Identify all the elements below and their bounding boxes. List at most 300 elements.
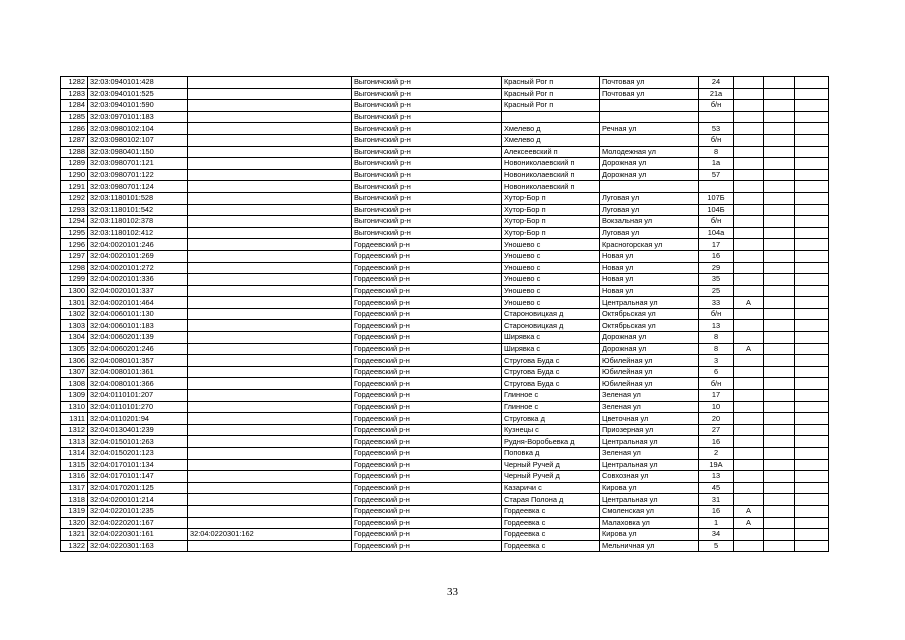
street-cell: Почтовая ул bbox=[600, 88, 699, 100]
cadastral-number-cell: 32:03:0980102:107 bbox=[88, 134, 188, 146]
extra-cell-cell bbox=[795, 297, 829, 309]
table-row bbox=[61, 505, 829, 517]
extra-cell-cell bbox=[764, 134, 795, 146]
district-cell: Выгоничский р-н bbox=[352, 88, 502, 100]
district-cell: Гордеевский р-н bbox=[352, 482, 502, 494]
street-cell: Совхозная ул bbox=[600, 471, 699, 483]
extra-cell-cell bbox=[795, 216, 829, 228]
letter-cell: А bbox=[734, 505, 764, 517]
letter-cell: А bbox=[734, 517, 764, 529]
extra-cell-cell bbox=[795, 482, 829, 494]
letter-cell bbox=[734, 332, 764, 344]
street-cell: Зеленая ул bbox=[600, 448, 699, 460]
cadastral-number-cell: 32:04:0060101:130 bbox=[88, 308, 188, 320]
row-number-cell: 1303 bbox=[61, 320, 88, 332]
house-number-cell: 17 bbox=[699, 239, 734, 251]
extra-cell-cell bbox=[764, 320, 795, 332]
extra-cell-cell bbox=[795, 239, 829, 251]
house-number-cell: б/н bbox=[699, 378, 734, 390]
linked-cadastral-number-cell bbox=[188, 401, 352, 413]
extra-cell-cell bbox=[795, 181, 829, 193]
table-row bbox=[61, 332, 829, 344]
cadastral-number-cell: 32:04:0020101:337 bbox=[88, 285, 188, 297]
letter-cell bbox=[734, 181, 764, 193]
district-cell: Гордеевский р-н bbox=[352, 459, 502, 471]
linked-cadastral-number-cell bbox=[188, 308, 352, 320]
cadastral-number-cell: 32:03:1180102:412 bbox=[88, 227, 188, 239]
extra-cell-cell bbox=[764, 505, 795, 517]
extra-cell-cell bbox=[795, 332, 829, 344]
street-cell bbox=[600, 111, 699, 123]
house-number-cell: 8 bbox=[699, 343, 734, 355]
linked-cadastral-number-cell bbox=[188, 390, 352, 402]
locality-cell: Рудня-Воробьевка д bbox=[502, 436, 600, 448]
house-number-cell: б/н bbox=[699, 216, 734, 228]
row-number-cell: 1313 bbox=[61, 436, 88, 448]
house-number-cell: б/н bbox=[699, 308, 734, 320]
cadastral-number-cell: 32:04:0220301:161 bbox=[88, 529, 188, 541]
locality-cell: Хутор-Бор п bbox=[502, 204, 600, 216]
row-number-cell: 1320 bbox=[61, 517, 88, 529]
extra-cell-cell bbox=[764, 529, 795, 541]
district-cell: Гордеевский р-н bbox=[352, 517, 502, 529]
extra-cell-cell bbox=[795, 169, 829, 181]
extra-cell-cell bbox=[764, 77, 795, 89]
extra-cell-cell bbox=[795, 436, 829, 448]
row-number-cell: 1293 bbox=[61, 204, 88, 216]
district-cell: Гордеевский р-н bbox=[352, 297, 502, 309]
house-number-cell: 21а bbox=[699, 88, 734, 100]
linked-cadastral-number-cell bbox=[188, 274, 352, 286]
house-number-cell: 16 bbox=[699, 505, 734, 517]
extra-cell-cell bbox=[764, 204, 795, 216]
cadastral-number-cell: 32:04:0170201:125 bbox=[88, 482, 188, 494]
row-number-cell: 1292 bbox=[61, 192, 88, 204]
row-number-cell: 1298 bbox=[61, 262, 88, 274]
linked-cadastral-number-cell bbox=[188, 343, 352, 355]
cadastral-number-cell: 32:04:0220201:167 bbox=[88, 517, 188, 529]
table-row bbox=[61, 111, 829, 123]
extra-cell-cell bbox=[764, 181, 795, 193]
extra-cell-cell bbox=[795, 413, 829, 425]
cadastral-number-cell: 32:04:0150101:263 bbox=[88, 436, 188, 448]
extra-cell-cell bbox=[795, 158, 829, 170]
letter-cell bbox=[734, 192, 764, 204]
extra-cell-cell bbox=[795, 505, 829, 517]
table-row bbox=[61, 540, 829, 552]
letter-cell: А bbox=[734, 343, 764, 355]
cadastral-number-cell: 32:03:0940101:428 bbox=[88, 77, 188, 89]
district-cell: Гордеевский р-н bbox=[352, 308, 502, 320]
locality-cell: Красный Рог п bbox=[502, 88, 600, 100]
district-cell: Гордеевский р-н bbox=[352, 401, 502, 413]
extra-cell-cell bbox=[764, 540, 795, 552]
letter-cell bbox=[734, 390, 764, 402]
house-number-cell: 104Б bbox=[699, 204, 734, 216]
row-number-cell: 1306 bbox=[61, 355, 88, 367]
letter-cell bbox=[734, 169, 764, 181]
letter-cell bbox=[734, 134, 764, 146]
table-row bbox=[61, 181, 829, 193]
district-cell: Гордеевский р-н bbox=[352, 366, 502, 378]
table-row bbox=[61, 471, 829, 483]
extra-cell-cell bbox=[764, 308, 795, 320]
extra-cell-cell bbox=[764, 297, 795, 309]
letter-cell bbox=[734, 459, 764, 471]
letter-cell bbox=[734, 158, 764, 170]
letter-cell bbox=[734, 146, 764, 158]
row-number-cell: 1283 bbox=[61, 88, 88, 100]
district-cell: Выгоничский р-н bbox=[352, 146, 502, 158]
district-cell: Гордеевский р-н bbox=[352, 285, 502, 297]
cadastral-number-cell: 32:04:0200101:214 bbox=[88, 494, 188, 506]
linked-cadastral-number-cell bbox=[188, 471, 352, 483]
table-row bbox=[61, 227, 829, 239]
cadastral-number-cell: 32:03:1180102:378 bbox=[88, 216, 188, 228]
locality-cell: Новониколаевский п bbox=[502, 169, 600, 181]
street-cell: Центральная ул bbox=[600, 297, 699, 309]
row-number-cell: 1309 bbox=[61, 390, 88, 402]
linked-cadastral-number-cell bbox=[188, 540, 352, 552]
table-row bbox=[61, 297, 829, 309]
street-cell: Новая ул bbox=[600, 285, 699, 297]
table-row bbox=[61, 192, 829, 204]
district-cell: Гордеевский р-н bbox=[352, 413, 502, 425]
extra-cell-cell bbox=[764, 262, 795, 274]
house-number-cell: б/н bbox=[699, 100, 734, 112]
extra-cell-cell bbox=[795, 308, 829, 320]
extra-cell-cell bbox=[764, 471, 795, 483]
linked-cadastral-number-cell bbox=[188, 192, 352, 204]
house-number-cell: 24 bbox=[699, 77, 734, 89]
house-number-cell: 5 bbox=[699, 540, 734, 552]
cadastral-number-cell: 32:03:1180101:542 bbox=[88, 204, 188, 216]
house-number-cell: 25 bbox=[699, 285, 734, 297]
extra-cell-cell bbox=[795, 459, 829, 471]
cadastral-number-cell: 32:04:0110101:207 bbox=[88, 390, 188, 402]
district-cell: Выгоничский р-н bbox=[352, 123, 502, 135]
locality-cell: Уношево с bbox=[502, 285, 600, 297]
locality-cell bbox=[502, 111, 600, 123]
table-row bbox=[61, 123, 829, 135]
street-cell: Новая ул bbox=[600, 250, 699, 262]
street-cell: Цветочная ул bbox=[600, 413, 699, 425]
linked-cadastral-number-cell: 32:04:0220301:162 bbox=[188, 529, 352, 541]
street-cell: Октябрьская ул bbox=[600, 308, 699, 320]
extra-cell-cell bbox=[764, 274, 795, 286]
extra-cell-cell bbox=[795, 123, 829, 135]
cadastral-number-cell: 32:04:0150201:123 bbox=[88, 448, 188, 460]
district-cell: Гордеевский р-н bbox=[352, 540, 502, 552]
row-number-cell: 1304 bbox=[61, 332, 88, 344]
house-number-cell bbox=[699, 111, 734, 123]
linked-cadastral-number-cell bbox=[188, 216, 352, 228]
extra-cell-cell bbox=[795, 540, 829, 552]
cadastral-number-cell: 32:04:0060101:183 bbox=[88, 320, 188, 332]
locality-cell: Алексеевский п bbox=[502, 146, 600, 158]
page-number: 33 bbox=[447, 586, 458, 598]
row-number-cell: 1321 bbox=[61, 529, 88, 541]
table-row bbox=[61, 146, 829, 158]
extra-cell-cell bbox=[795, 88, 829, 100]
cadastral-number-cell: 32:04:0130401:239 bbox=[88, 424, 188, 436]
letter-cell bbox=[734, 77, 764, 89]
district-cell: Выгоничский р-н bbox=[352, 181, 502, 193]
street-cell bbox=[600, 181, 699, 193]
extra-cell-cell bbox=[764, 192, 795, 204]
linked-cadastral-number-cell bbox=[188, 146, 352, 158]
cadastral-number-cell: 32:04:0020101:272 bbox=[88, 262, 188, 274]
row-number-cell: 1299 bbox=[61, 274, 88, 286]
row-number-cell: 1302 bbox=[61, 308, 88, 320]
street-cell: Новая ул bbox=[600, 274, 699, 286]
extra-cell-cell bbox=[795, 471, 829, 483]
locality-cell: Староновицкая д bbox=[502, 320, 600, 332]
letter-cell bbox=[734, 250, 764, 262]
district-cell: Гордеевский р-н bbox=[352, 262, 502, 274]
table-row bbox=[61, 250, 829, 262]
letter-cell: А bbox=[734, 297, 764, 309]
linked-cadastral-number-cell bbox=[188, 366, 352, 378]
extra-cell-cell bbox=[764, 366, 795, 378]
street-cell: Приозерная ул bbox=[600, 424, 699, 436]
extra-cell-cell bbox=[764, 390, 795, 402]
district-cell: Выгоничский р-н bbox=[352, 134, 502, 146]
extra-cell-cell bbox=[795, 77, 829, 89]
table-row bbox=[61, 77, 829, 89]
district-cell: Выгоничский р-н bbox=[352, 216, 502, 228]
locality-cell: Хутор-Бор п bbox=[502, 227, 600, 239]
linked-cadastral-number-cell bbox=[188, 111, 352, 123]
extra-cell-cell bbox=[795, 111, 829, 123]
street-cell: Зеленая ул bbox=[600, 390, 699, 402]
linked-cadastral-number-cell bbox=[188, 77, 352, 89]
extra-cell-cell bbox=[764, 517, 795, 529]
linked-cadastral-number-cell bbox=[188, 413, 352, 425]
letter-cell bbox=[734, 216, 764, 228]
cadastral-number-cell: 32:03:1180101:528 bbox=[88, 192, 188, 204]
letter-cell bbox=[734, 355, 764, 367]
row-number-cell: 1287 bbox=[61, 134, 88, 146]
linked-cadastral-number-cell bbox=[188, 285, 352, 297]
cadastral-number-cell: 32:03:0940101:525 bbox=[88, 88, 188, 100]
street-cell: Мельничная ул bbox=[600, 540, 699, 552]
cadastral-number-cell: 32:04:0020101:269 bbox=[88, 250, 188, 262]
street-cell: Вокзальная ул bbox=[600, 216, 699, 228]
cadastral-number-cell: 32:03:0980701:124 bbox=[88, 181, 188, 193]
house-number-cell: 10 bbox=[699, 401, 734, 413]
locality-cell: Хутор-Бор п bbox=[502, 216, 600, 228]
row-number-cell: 1307 bbox=[61, 366, 88, 378]
house-number-cell: 57 bbox=[699, 169, 734, 181]
house-number-cell: 27 bbox=[699, 424, 734, 436]
row-number-cell: 1316 bbox=[61, 471, 88, 483]
locality-cell: Кузнецы с bbox=[502, 424, 600, 436]
district-cell: Гордеевский р-н bbox=[352, 505, 502, 517]
table-row bbox=[61, 88, 829, 100]
extra-cell-cell bbox=[795, 424, 829, 436]
letter-cell bbox=[734, 378, 764, 390]
house-number-cell: 45 bbox=[699, 482, 734, 494]
row-number-cell: 1301 bbox=[61, 297, 88, 309]
locality-cell: Уношево с bbox=[502, 262, 600, 274]
register-table-body bbox=[61, 77, 829, 552]
row-number-cell: 1311 bbox=[61, 413, 88, 425]
extra-cell-cell bbox=[795, 204, 829, 216]
locality-cell: Новониколаевский п bbox=[502, 181, 600, 193]
district-cell: Гордеевский р-н bbox=[352, 448, 502, 460]
house-number-cell: 13 bbox=[699, 320, 734, 332]
linked-cadastral-number-cell bbox=[188, 134, 352, 146]
locality-cell: Глинное с bbox=[502, 401, 600, 413]
street-cell: Смоленская ул bbox=[600, 505, 699, 517]
street-cell: Дорожная ул bbox=[600, 158, 699, 170]
house-number-cell: 8 bbox=[699, 146, 734, 158]
extra-cell-cell bbox=[764, 378, 795, 390]
district-cell: Выгоничский р-н bbox=[352, 204, 502, 216]
cadastral-number-cell: 32:04:0080101:357 bbox=[88, 355, 188, 367]
locality-cell: Хутор-Бор п bbox=[502, 192, 600, 204]
locality-cell: Гордеевка с bbox=[502, 517, 600, 529]
linked-cadastral-number-cell bbox=[188, 262, 352, 274]
street-cell: Юбилейная ул bbox=[600, 355, 699, 367]
house-number-cell: 3 bbox=[699, 355, 734, 367]
locality-cell: Гордеевка с bbox=[502, 540, 600, 552]
table-row bbox=[61, 436, 829, 448]
row-number-cell: 1295 bbox=[61, 227, 88, 239]
row-number-cell: 1314 bbox=[61, 448, 88, 460]
letter-cell bbox=[734, 413, 764, 425]
extra-cell-cell bbox=[764, 250, 795, 262]
extra-cell-cell bbox=[795, 134, 829, 146]
extra-cell-cell bbox=[795, 366, 829, 378]
extra-cell-cell bbox=[764, 169, 795, 181]
cadastral-number-cell: 32:04:0110201:94 bbox=[88, 413, 188, 425]
table-row bbox=[61, 262, 829, 274]
house-number-cell: 1 bbox=[699, 517, 734, 529]
locality-cell: Глинное с bbox=[502, 390, 600, 402]
street-cell: Луговая ул bbox=[600, 192, 699, 204]
house-number-cell: 31 bbox=[699, 494, 734, 506]
letter-cell bbox=[734, 239, 764, 251]
house-number-cell: 17 bbox=[699, 390, 734, 402]
row-number-cell: 1288 bbox=[61, 146, 88, 158]
linked-cadastral-number-cell bbox=[188, 436, 352, 448]
linked-cadastral-number-cell bbox=[188, 482, 352, 494]
street-cell: Почтовая ул bbox=[600, 77, 699, 89]
extra-cell-cell bbox=[764, 343, 795, 355]
locality-cell: Поповка д bbox=[502, 448, 600, 460]
letter-cell bbox=[734, 424, 764, 436]
extra-cell-cell bbox=[764, 146, 795, 158]
extra-cell-cell bbox=[764, 482, 795, 494]
locality-cell: Струговка д bbox=[502, 413, 600, 425]
linked-cadastral-number-cell bbox=[188, 320, 352, 332]
table-row bbox=[61, 448, 829, 460]
district-cell: Гордеевский р-н bbox=[352, 436, 502, 448]
letter-cell bbox=[734, 471, 764, 483]
extra-cell-cell bbox=[764, 424, 795, 436]
street-cell bbox=[600, 100, 699, 112]
letter-cell bbox=[734, 308, 764, 320]
district-cell: Гордеевский р-н bbox=[352, 471, 502, 483]
district-cell: Гордеевский р-н bbox=[352, 332, 502, 344]
cadastral-number-cell: 32:03:0980401:150 bbox=[88, 146, 188, 158]
extra-cell-cell bbox=[764, 355, 795, 367]
street-cell: Малаховка ул bbox=[600, 517, 699, 529]
table-row bbox=[61, 413, 829, 425]
street-cell: Кирова ул bbox=[600, 482, 699, 494]
locality-cell: Стругова Буда с bbox=[502, 366, 600, 378]
house-number-cell: 34 bbox=[699, 529, 734, 541]
table-row bbox=[61, 134, 829, 146]
street-cell: Луговая ул bbox=[600, 204, 699, 216]
house-number-cell: 1а bbox=[699, 158, 734, 170]
locality-cell: Уношево с bbox=[502, 297, 600, 309]
row-number-cell: 1312 bbox=[61, 424, 88, 436]
cadastral-number-cell: 32:03:0980701:122 bbox=[88, 169, 188, 181]
district-cell: Гордеевский р-н bbox=[352, 355, 502, 367]
linked-cadastral-number-cell bbox=[188, 123, 352, 135]
district-cell: Выгоничский р-н bbox=[352, 100, 502, 112]
linked-cadastral-number-cell bbox=[188, 227, 352, 239]
linked-cadastral-number-cell bbox=[188, 505, 352, 517]
table-row bbox=[61, 401, 829, 413]
extra-cell-cell bbox=[764, 111, 795, 123]
district-cell: Гордеевский р-н bbox=[352, 424, 502, 436]
locality-cell: Гордеевка с bbox=[502, 505, 600, 517]
street-cell bbox=[600, 134, 699, 146]
street-cell: Зеленая ул bbox=[600, 401, 699, 413]
district-cell: Гордеевский р-н bbox=[352, 274, 502, 286]
table-row bbox=[61, 529, 829, 541]
extra-cell-cell bbox=[795, 343, 829, 355]
linked-cadastral-number-cell bbox=[188, 169, 352, 181]
district-cell: Выгоничский р-н bbox=[352, 227, 502, 239]
letter-cell bbox=[734, 274, 764, 286]
street-cell: Кирова ул bbox=[600, 529, 699, 541]
extra-cell-cell bbox=[795, 227, 829, 239]
cadastral-number-cell: 32:04:0060201:139 bbox=[88, 332, 188, 344]
extra-cell-cell bbox=[795, 529, 829, 541]
district-cell: Выгоничский р-н bbox=[352, 158, 502, 170]
locality-cell: Черный Ручей д bbox=[502, 471, 600, 483]
table-row bbox=[61, 494, 829, 506]
table-row bbox=[61, 100, 829, 112]
extra-cell-cell bbox=[795, 285, 829, 297]
house-number-cell: 20 bbox=[699, 413, 734, 425]
letter-cell bbox=[734, 111, 764, 123]
house-number-cell: 104а bbox=[699, 227, 734, 239]
register-table bbox=[60, 76, 829, 552]
extra-cell-cell bbox=[795, 262, 829, 274]
row-number-cell: 1291 bbox=[61, 181, 88, 193]
extra-cell-cell bbox=[764, 227, 795, 239]
cadastral-number-cell: 32:04:0080101:361 bbox=[88, 366, 188, 378]
street-cell: Красногорская ул bbox=[600, 239, 699, 251]
extra-cell-cell bbox=[764, 88, 795, 100]
linked-cadastral-number-cell bbox=[188, 88, 352, 100]
letter-cell bbox=[734, 366, 764, 378]
row-number-cell: 1300 bbox=[61, 285, 88, 297]
locality-cell: Уношево с bbox=[502, 274, 600, 286]
locality-cell: Черный Ручей д bbox=[502, 459, 600, 471]
table-row bbox=[61, 158, 829, 170]
house-number-cell: 13 bbox=[699, 471, 734, 483]
cadastral-number-cell: 32:04:0080101:366 bbox=[88, 378, 188, 390]
linked-cadastral-number-cell bbox=[188, 297, 352, 309]
table-row bbox=[61, 308, 829, 320]
